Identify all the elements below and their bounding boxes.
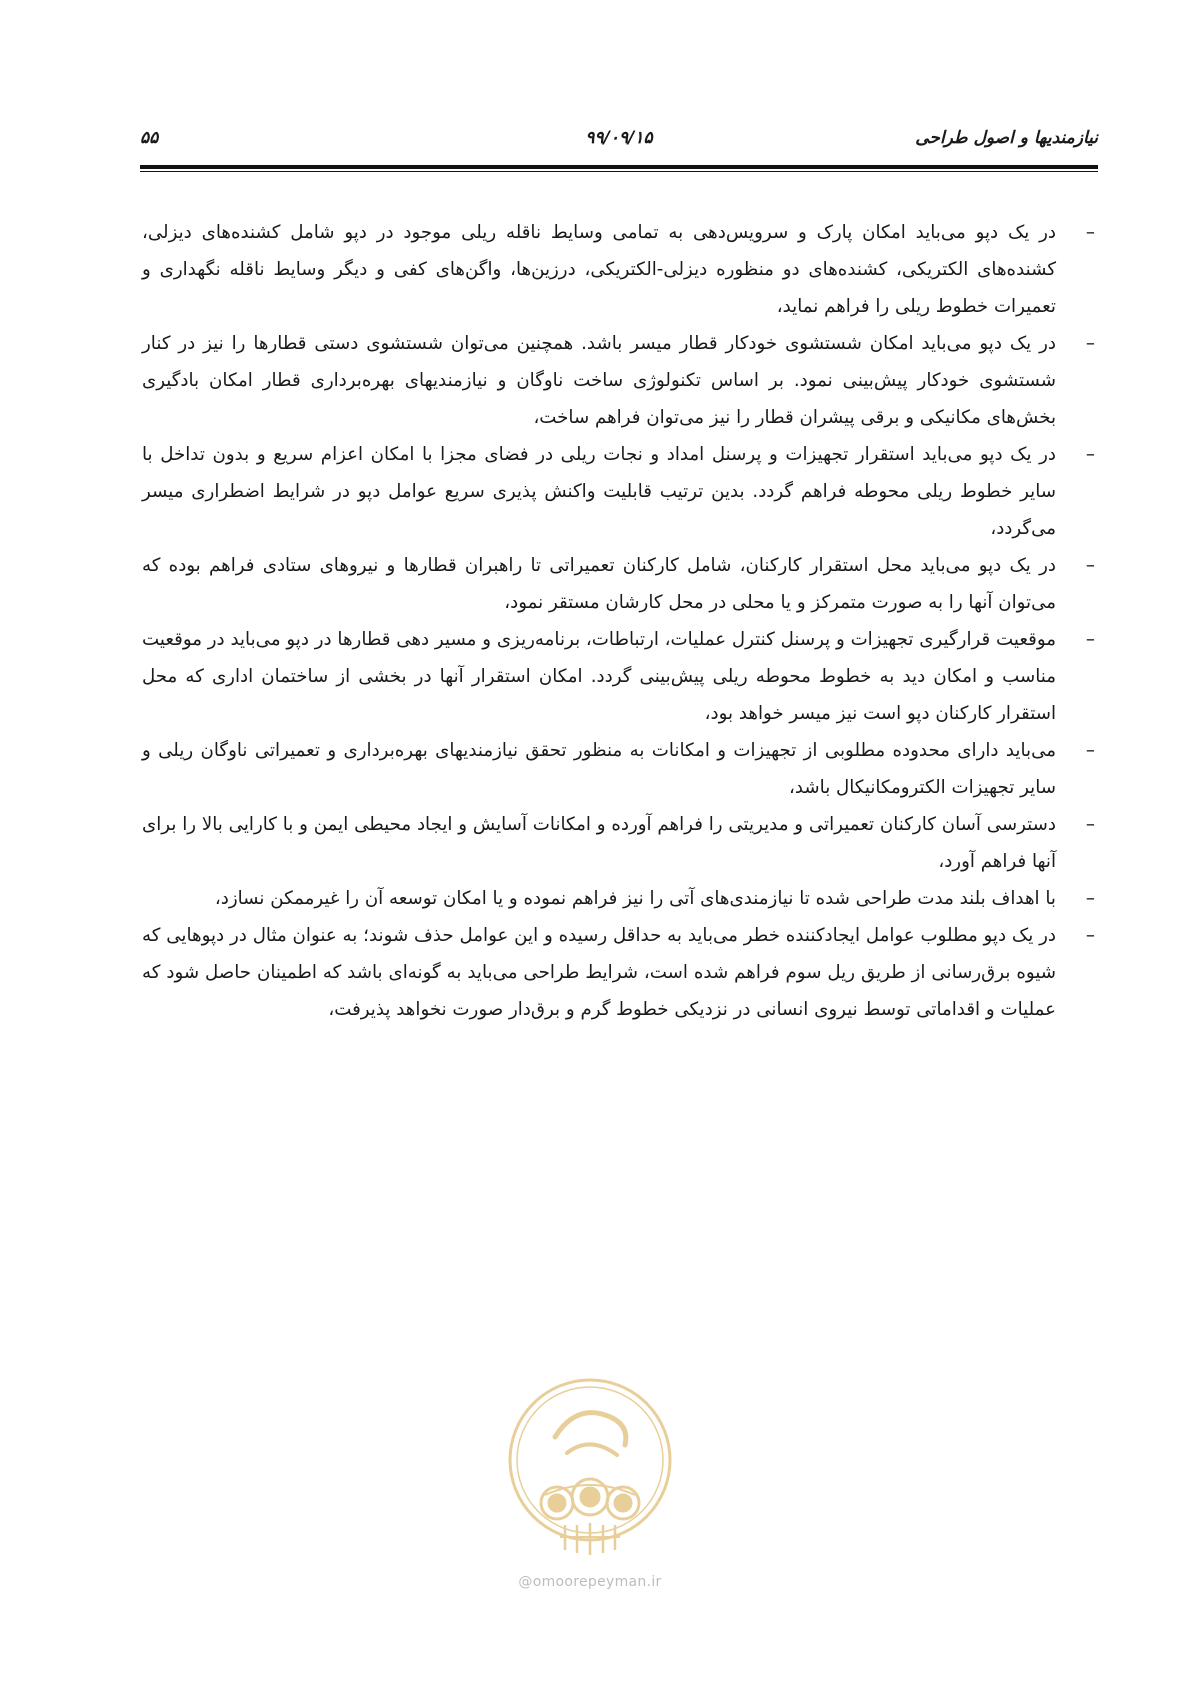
chapter-title: نیازمندیها و اصول طراحی xyxy=(915,128,1098,148)
list-item-text: در یک دپو می‌باید امکان شستشوی خودکار قطار میسر باشد. همچنین می‌توان شستشوی دستی قطارها را نیز در کنار شستشوی خودکار پیش‌بینی نمود. بر اساس تکنولوژی ساخت ناوگان و نیازمندیهای بهره‌برداری قطار امکان بادگیری بخش‌های مکانیکی و برقی پیشران قطار را نیز می‌توان فراهم ساخت، xyxy=(142,333,1056,428)
list-item xyxy=(142,547,1098,621)
list-item-text: می‌باید دارای محدوده مطلوبی از تجهیزات و امکانات به منظور تحقق نیازمندیهای بهره‌برداری و تعمیراتی ناوگان ریلی و سایر تجهیزات الکترومکانیکال باشد، xyxy=(142,740,1056,798)
bullet-dash: – xyxy=(1085,925,1095,946)
list-item xyxy=(142,732,1098,806)
list-item-text: در یک دپو می‌باید امکان پارک و سرویس‌دهی به تمامی وسایط ناقله ریلی موجود در دپو شامل کشنده‌های دیزلی، کشنده‌های الکتریکی، کشنده‌های دو منظوره دیزلی-الکتریکی، درزین‌ها، واگن‌های کفی و دیگر وسایط ناقله نگهداری و تعمیرات خطوط ریلی را فراهم نماید، xyxy=(142,222,1056,317)
bullet-dash: – xyxy=(1085,222,1095,243)
bullet-dash: – xyxy=(1085,814,1095,835)
list-item xyxy=(142,806,1098,880)
list-item xyxy=(142,880,1098,917)
header-rule-thin xyxy=(140,171,1098,172)
list-item xyxy=(142,214,1098,325)
bullet-dash: – xyxy=(1085,888,1095,909)
bullet-list xyxy=(142,214,1098,1028)
list-item-text: در یک دپو می‌باید استقرار تجهیزات و پرسنل امداد و نجات ریلی در فضای مجزا با امکان اعزام سریع و بدون تداخل با سایر خطوط ریلی محوطه فراهم گردد. بدین ترتیب قابلیت واکنش پذیری سریع عوامل دپو در شرایط اضطراری میسر می‌گردد، xyxy=(142,444,1056,539)
bullet-dash: – xyxy=(1085,333,1095,354)
list-item xyxy=(142,621,1098,732)
list-item-text: در یک دپو مطلوب عوامل ایجادکننده خطر می‌باید به حداقل رسیده و این عوامل حذف شوند؛ به عنوان مثال در دپوهایی که شیوه برق‌رسانی از طریق ریل سوم فراهم شده است، شرایط طراحی می‌باید به گونه‌ای باشد که اطمینان حاصل شود که عملیات و اقداماتی توسط نیروی انسانی در نزدیکی خطوط گرم و برق‌دار صورت نخواهد پذیرفت، xyxy=(142,925,1056,1020)
list-item xyxy=(142,436,1098,547)
header-date: ۹۹/۰۹/۱۵ xyxy=(585,128,653,148)
list-item xyxy=(142,325,1098,436)
page-number: ۵۵ xyxy=(140,128,159,148)
watermark-handle: @omoorepeyman.ir xyxy=(518,1574,662,1590)
bullet-dash: – xyxy=(1085,629,1095,650)
bullet-dash: – xyxy=(1085,444,1095,465)
list-item-text: دسترسی آسان کارکنان تعمیراتی و مدیریتی را فراهم آورده و امکانات آسایش و ایجاد محیطی ایمن و با کارایی بالا را برای آنها فراهم آورد، xyxy=(142,814,1056,872)
list-item-text: با اهداف بلند مدت طراحی شده تا نیازمندی‌های آتی را نیز فراهم نموده و یا امکان توسعه آن را غیرممکن نسازد، xyxy=(214,888,1056,909)
list-item xyxy=(142,917,1098,1028)
bullet-dash: – xyxy=(1085,555,1095,576)
list-item-text: موقعیت قرارگیری تجهیزات و پرسنل کنترل عملیات، ارتباطات، برنامه‌ریزی و مسیر دهی قطارها در دپو می‌باید در موقعیت مناسب و امکان دید به خطوط محوطه ریلی پیش‌بینی گردد. امکان استقرار آنها در بخشی از ساختمان اداری که محل استقرار کارکنان دپو است نیز میسر خواهد بود، xyxy=(142,629,1056,724)
bullet-dash: – xyxy=(1085,740,1095,761)
list-item-text: در یک دپو می‌باید محل استقرار کارکنان، شامل کارکنان تعمیراتی تا راهبران قطارها و نیروهای ستادی فراهم بوده که می‌توان آنها را به صورت متمرکز و یا محلی در محل کارشان مستقر نمود، xyxy=(142,555,1056,613)
page-header xyxy=(140,128,1098,158)
header-rule-thick xyxy=(140,165,1098,169)
seal-logo xyxy=(505,1375,675,1560)
